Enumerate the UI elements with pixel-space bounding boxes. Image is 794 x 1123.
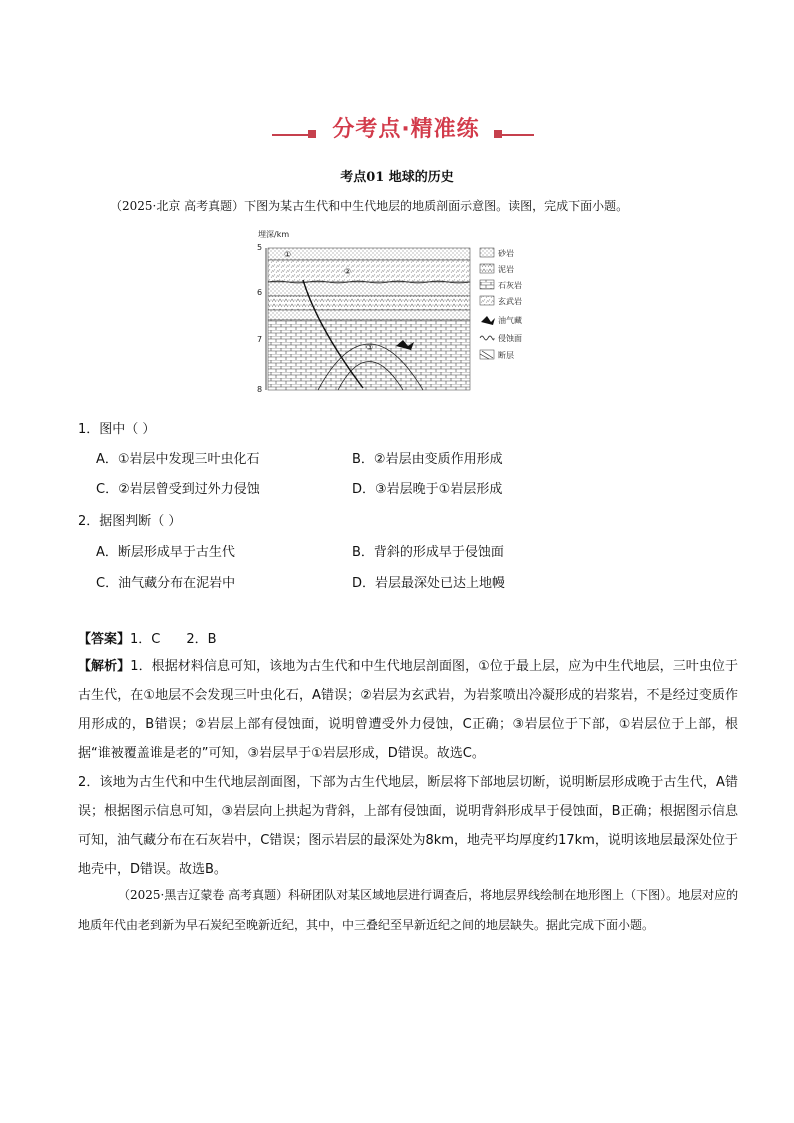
layer-mark-2: ② xyxy=(344,267,352,276)
answer-label: 【答案】 xyxy=(78,632,131,647)
legend-label-basalt: 玄武岩 xyxy=(498,297,522,306)
layer-mud xyxy=(268,296,470,310)
layer-1-sandstone xyxy=(268,248,470,260)
section-title: 考点01 地球的历史 xyxy=(340,170,454,185)
q1-option-a[interactable]: A．①岩层中发现三叶虫化石 xyxy=(96,452,260,467)
layer-2-basalt xyxy=(268,260,470,282)
legend-swatch-erosion xyxy=(480,336,494,340)
layer-sand-2 xyxy=(268,282,470,296)
analysis-paragraph-2: 2．该地为古生代和中生代地层剖面图，下部为古生代地层，断层将下部地层切断，说明断层形成晚于古生代，A错误；根据图示信息可知，③岩层向上拱起为背斜，上部有侵蚀面，说明背斜形成早于侵蚀面，B正确；根据图示信息可知，油气藏分布在石灰岩中，C错误；图示岩层的最深处为8km，地壳平均厚度约17km，说明该地层最深处位于地壳中，D错误。故选B。 xyxy=(78,775,738,877)
section-banner xyxy=(0,112,794,148)
analysis-label: 【解析】 xyxy=(78,659,131,674)
legend-swatch-sandstone xyxy=(480,248,494,257)
legend-label-limestone: 石灰岩 xyxy=(498,281,522,290)
banner-title: 分考点·精准练 xyxy=(332,117,480,142)
analysis-paragraph-1 xyxy=(78,652,738,768)
legend-label-erosion: 侵蚀面 xyxy=(498,334,522,343)
banner-line-right xyxy=(498,134,534,136)
y-tick-8: 8 xyxy=(257,385,263,394)
legend-swatch-basalt xyxy=(480,296,494,305)
y-tick-7: 7 xyxy=(257,335,263,344)
banner-line-left xyxy=(272,134,310,136)
q2-option-a[interactable]: A．断层形成早于古生代 xyxy=(96,545,235,560)
y-axis-label: 埋深/km xyxy=(258,230,290,239)
legend-swatch-oil-gas xyxy=(481,316,495,325)
q1-option-c[interactable]: C．②岩层曾受到过外力侵蚀 xyxy=(96,482,260,497)
q2-option-b[interactable]: B．背斜的形成早于侵蚀面 xyxy=(352,545,504,560)
banner-square-left xyxy=(308,130,316,138)
layer-mark-1: ① xyxy=(284,250,292,259)
question-intro: （2025·北京 高考真题）下图为某古生代和中生代地层的地质剖面示意图。读图，完成下面小题。 xyxy=(110,199,629,213)
legend-swatch-mudstone xyxy=(480,264,494,273)
answer-text: 1．C 2．B xyxy=(130,632,217,647)
y-tick-5: 5 xyxy=(257,243,263,252)
legend-label-oil-gas: 油气藏 xyxy=(498,316,522,325)
q1-option-d[interactable]: D．③岩层晚于①岩层形成 xyxy=(352,482,503,497)
q2-option-c[interactable]: C．油气藏分布在泥岩中 xyxy=(96,576,236,591)
q1-option-b[interactable]: B．②岩层由变质作用形成 xyxy=(352,452,503,467)
layer-3-limestone xyxy=(268,320,470,390)
legend-label-fault: 断层 xyxy=(498,351,514,360)
legend-swatch-limestone xyxy=(480,280,494,289)
legend-label-sandstone: 砂岩 xyxy=(498,249,514,258)
layer-sand-3 xyxy=(268,310,470,320)
analysis-text-1: 1．根据材料信息可知，该地为古生代和中生代地层剖面图，①位于最上层，应为中生代地层，三叶虫位于古生代，在①地层不会发现三叶虫化石，A错误；②岩层为玄武岩，为岩浆喷出冷凝形成的岩浆岩，不是经过变质作用形成的，B错误；②岩层上部有侵蚀面，说明曾遭受外力侵蚀，C正确；③岩层位于下部，①岩层位于上部，根据“谁被覆盖谁是老的”可知，③岩层早于①岩层形成，D错误。故选C。 xyxy=(78,659,738,761)
question-2-stem: 2．据图判断（ ） xyxy=(78,514,182,529)
layer-mark-3: ③ xyxy=(366,343,374,352)
question-1-stem: 1．图中（ ） xyxy=(78,422,156,437)
q2-option-d[interactable]: D．岩层最深处已达上地幔 xyxy=(352,576,506,591)
legend-label-mudstone: 泥岩 xyxy=(498,265,514,274)
answer-line xyxy=(78,628,217,647)
analysis-block xyxy=(78,652,738,884)
geologic-cross-section-figure xyxy=(248,228,548,398)
next-question-intro: （2025·黑吉辽蒙卷 高考真题）科研团队对某区域地层进行调查后，将地层界线绘制在地形图上（下图）。地层对应的地质年代由老到新为早石炭纪至晚新近纪，其中，中三叠纪至早新近纪之间的地层缺失。据此完成下面小题。 xyxy=(78,888,739,932)
y-tick-6: 6 xyxy=(257,288,263,297)
